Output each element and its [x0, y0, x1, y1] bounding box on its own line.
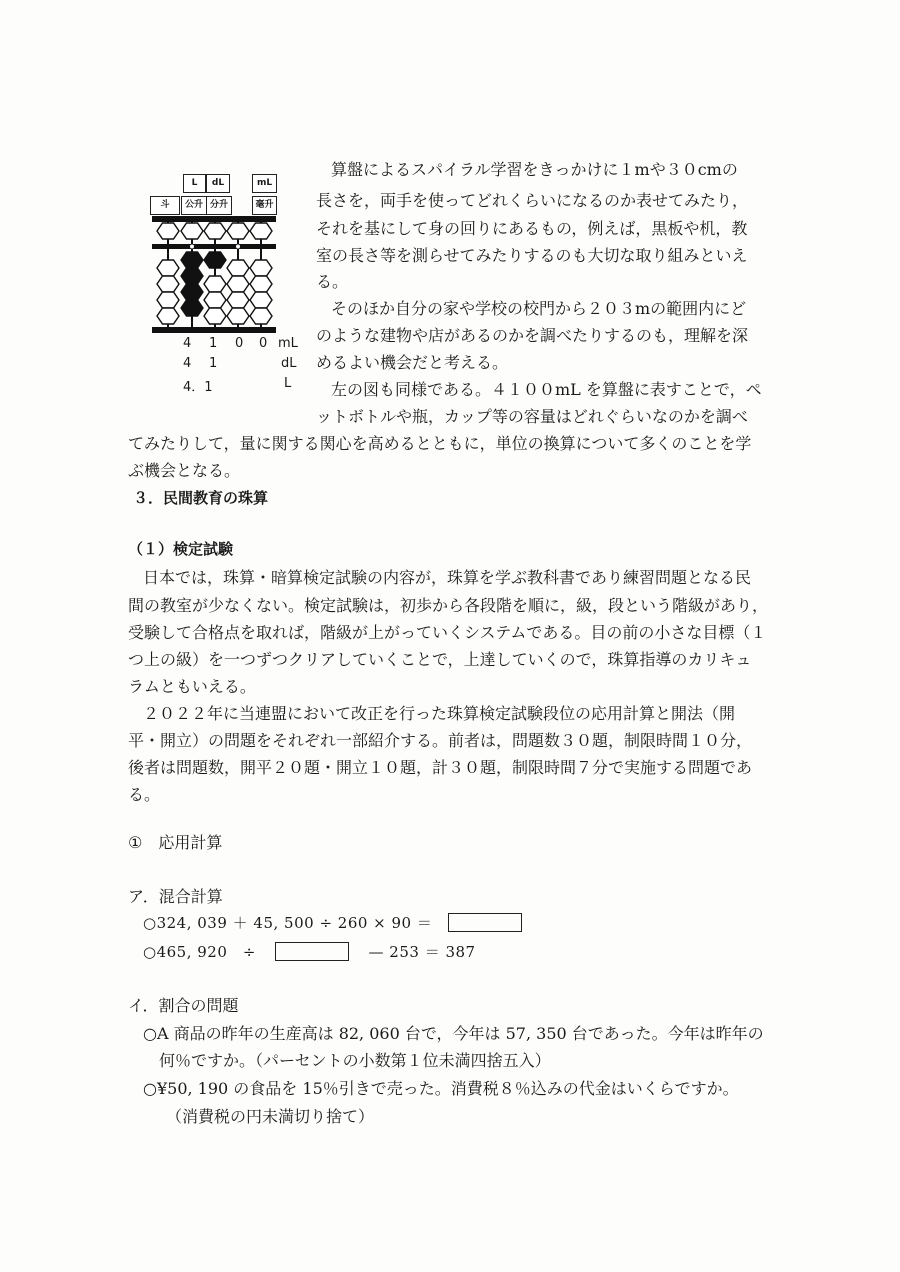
label-to: 斗 [150, 196, 180, 215]
label-mL: mL [252, 174, 277, 193]
abacus-frame [148, 172, 280, 337]
intro-line: それを基にして身の回りにあるもの，例えば，黒板や机，教 [316, 219, 748, 238]
formula-1 [143, 912, 522, 933]
abacus-unit-dot [236, 245, 240, 249]
abacus-bead [157, 276, 179, 292]
abacus-bead-active [181, 300, 203, 316]
intro-line: 左の図も同様である。４１００mL を算盤に表すことで，ペ [331, 380, 762, 399]
abacus-bead [204, 308, 226, 324]
abacus-bead [157, 223, 179, 239]
body-line: ２０２２年に当連盟において改正を行った珠算検定試験段位の応用計算と開法（開 [143, 704, 736, 723]
digit: 4 [183, 336, 192, 351]
question-line: （消費税の円未満切り捨て） [166, 1107, 375, 1126]
subitem-a-title: ア．混合計算 [128, 887, 223, 906]
abacus-bead [227, 276, 249, 292]
digit: 0 [235, 336, 244, 351]
label-moushou: 毫升 [252, 196, 277, 215]
body-line: 平・開立）の問題をそれぞれ一部紹介する。前者は，問題数３０題，制限時間１０分， [128, 731, 753, 750]
body-line: る。 [128, 785, 161, 804]
formula-2-right: — 253 ＝ 387 [368, 943, 476, 961]
abacus-bead [250, 276, 272, 292]
formula-2-left: ○465, 920 ÷ [143, 943, 256, 961]
body-line: ラムともいえる。 [128, 677, 256, 696]
question-line: ○A 商品の昨年の生産高は 82, 060 台で，今年は 57, 350 台であった。今年は昨年の [143, 1024, 764, 1043]
abacus-bead [227, 260, 249, 276]
intro-line: ぶ機会となる。 [128, 461, 241, 480]
abacus-bead [227, 308, 249, 324]
intro-line: てみたりして，量に関する関心を高めるとともに，単位の換算について多くのことを学 [128, 434, 752, 453]
abacus-figure [148, 172, 280, 337]
intro-line: 算盤によるスパイラル学習をきっかけに１mや３０cmの [331, 160, 738, 179]
section-3-title: ３．民間教育の珠算 [133, 489, 269, 507]
question-line: ○¥50, 190 の食品を 15％引きで売った。消費税８％込みの代金はいくらですか。 [143, 1079, 739, 1098]
unit-dl: dL [281, 356, 297, 371]
body-line: 受験して合格点を取れば，階級が上がっていくシステムである。目の前の小さな目標（１ [128, 623, 767, 642]
abacus-bead [157, 260, 179, 276]
body-line: 日本では，珠算・暗算検定試験の内容が，珠算を学ぶ教科書であり練習問題となる民 [143, 568, 752, 587]
answer-box [275, 942, 349, 961]
digit: 1 [209, 356, 218, 371]
digit: 4 [183, 356, 192, 371]
abacus-bead [250, 223, 272, 239]
digit: 1 [209, 336, 218, 351]
intro-line: そのほか自分の家や学校の校門から２０３mの範囲内にど [331, 299, 747, 318]
body-line: 間の教室が少なくない。検定試験は，初歩から各段階を順に，級，段という階級があり， [128, 596, 769, 615]
body-line: 後者は問題数，開平２０題・開立１０題，計３０題，制限時間７分で実施する問題であ [128, 758, 753, 777]
abacus-bead-active [181, 268, 203, 284]
label-bunshou: 分升 [206, 196, 232, 215]
abacus-bead [227, 292, 249, 308]
formula-2 [143, 941, 476, 962]
body-line: つ上の級）を一つずつクリアしていくことで，上達していくので，珠算指導のカリキュ [128, 650, 752, 669]
intro-line: る。 [316, 272, 349, 291]
label-L: L [183, 174, 206, 193]
abacus-bead-active [181, 284, 203, 300]
question-line: 何％ですか。（パーセントの小数第１位未満四捨五入） [159, 1051, 551, 1070]
answer-box [448, 913, 522, 932]
intro-line: めるよい機会だと考える。 [316, 353, 509, 372]
abacus-bead [204, 223, 226, 239]
abacus-bead [250, 260, 272, 276]
abacus-unit-dot [190, 245, 194, 249]
abacus-bead [250, 292, 272, 308]
unit-ml: mL [278, 336, 298, 351]
label-koushou: 公升 [181, 196, 207, 215]
abacus-bead [181, 223, 203, 239]
intro-line: 室の長さ等を測らせてみたりするのも大切な取り組みといえ [316, 246, 748, 265]
abacus-bead [157, 308, 179, 324]
abacus-bead [157, 292, 179, 308]
intro-line: 長さを，両手を使ってどれくらいになるのか表せてみたり， [316, 191, 749, 210]
abacus-bead-active [204, 252, 226, 268]
abacus-bead-active [181, 252, 203, 268]
digit: 0 [259, 336, 268, 351]
intro-line: ットボトルや瓶，カップ等の容量はどれぐらいなのかを調べ [316, 407, 748, 426]
abacus-bead [204, 292, 226, 308]
item-1-title: ① 応用計算 [128, 833, 223, 852]
formula-1-text: ○324, 039 ＋ 45, 500 ÷ 260 × 90 ＝ [143, 914, 433, 932]
abacus-bead [227, 223, 249, 239]
unit-l: L [284, 376, 292, 391]
digit: 4．1 [183, 380, 213, 395]
subsection-1-title: （１）検定試験 [128, 540, 234, 558]
abacus-bead [250, 308, 272, 324]
intro-line: のような建物や店があるのかを調べたりするのも，理解を深 [316, 326, 749, 345]
subitem-b-title: イ．割合の問題 [128, 996, 239, 1015]
label-dL: dL [206, 174, 230, 193]
abacus-bead [204, 276, 226, 292]
